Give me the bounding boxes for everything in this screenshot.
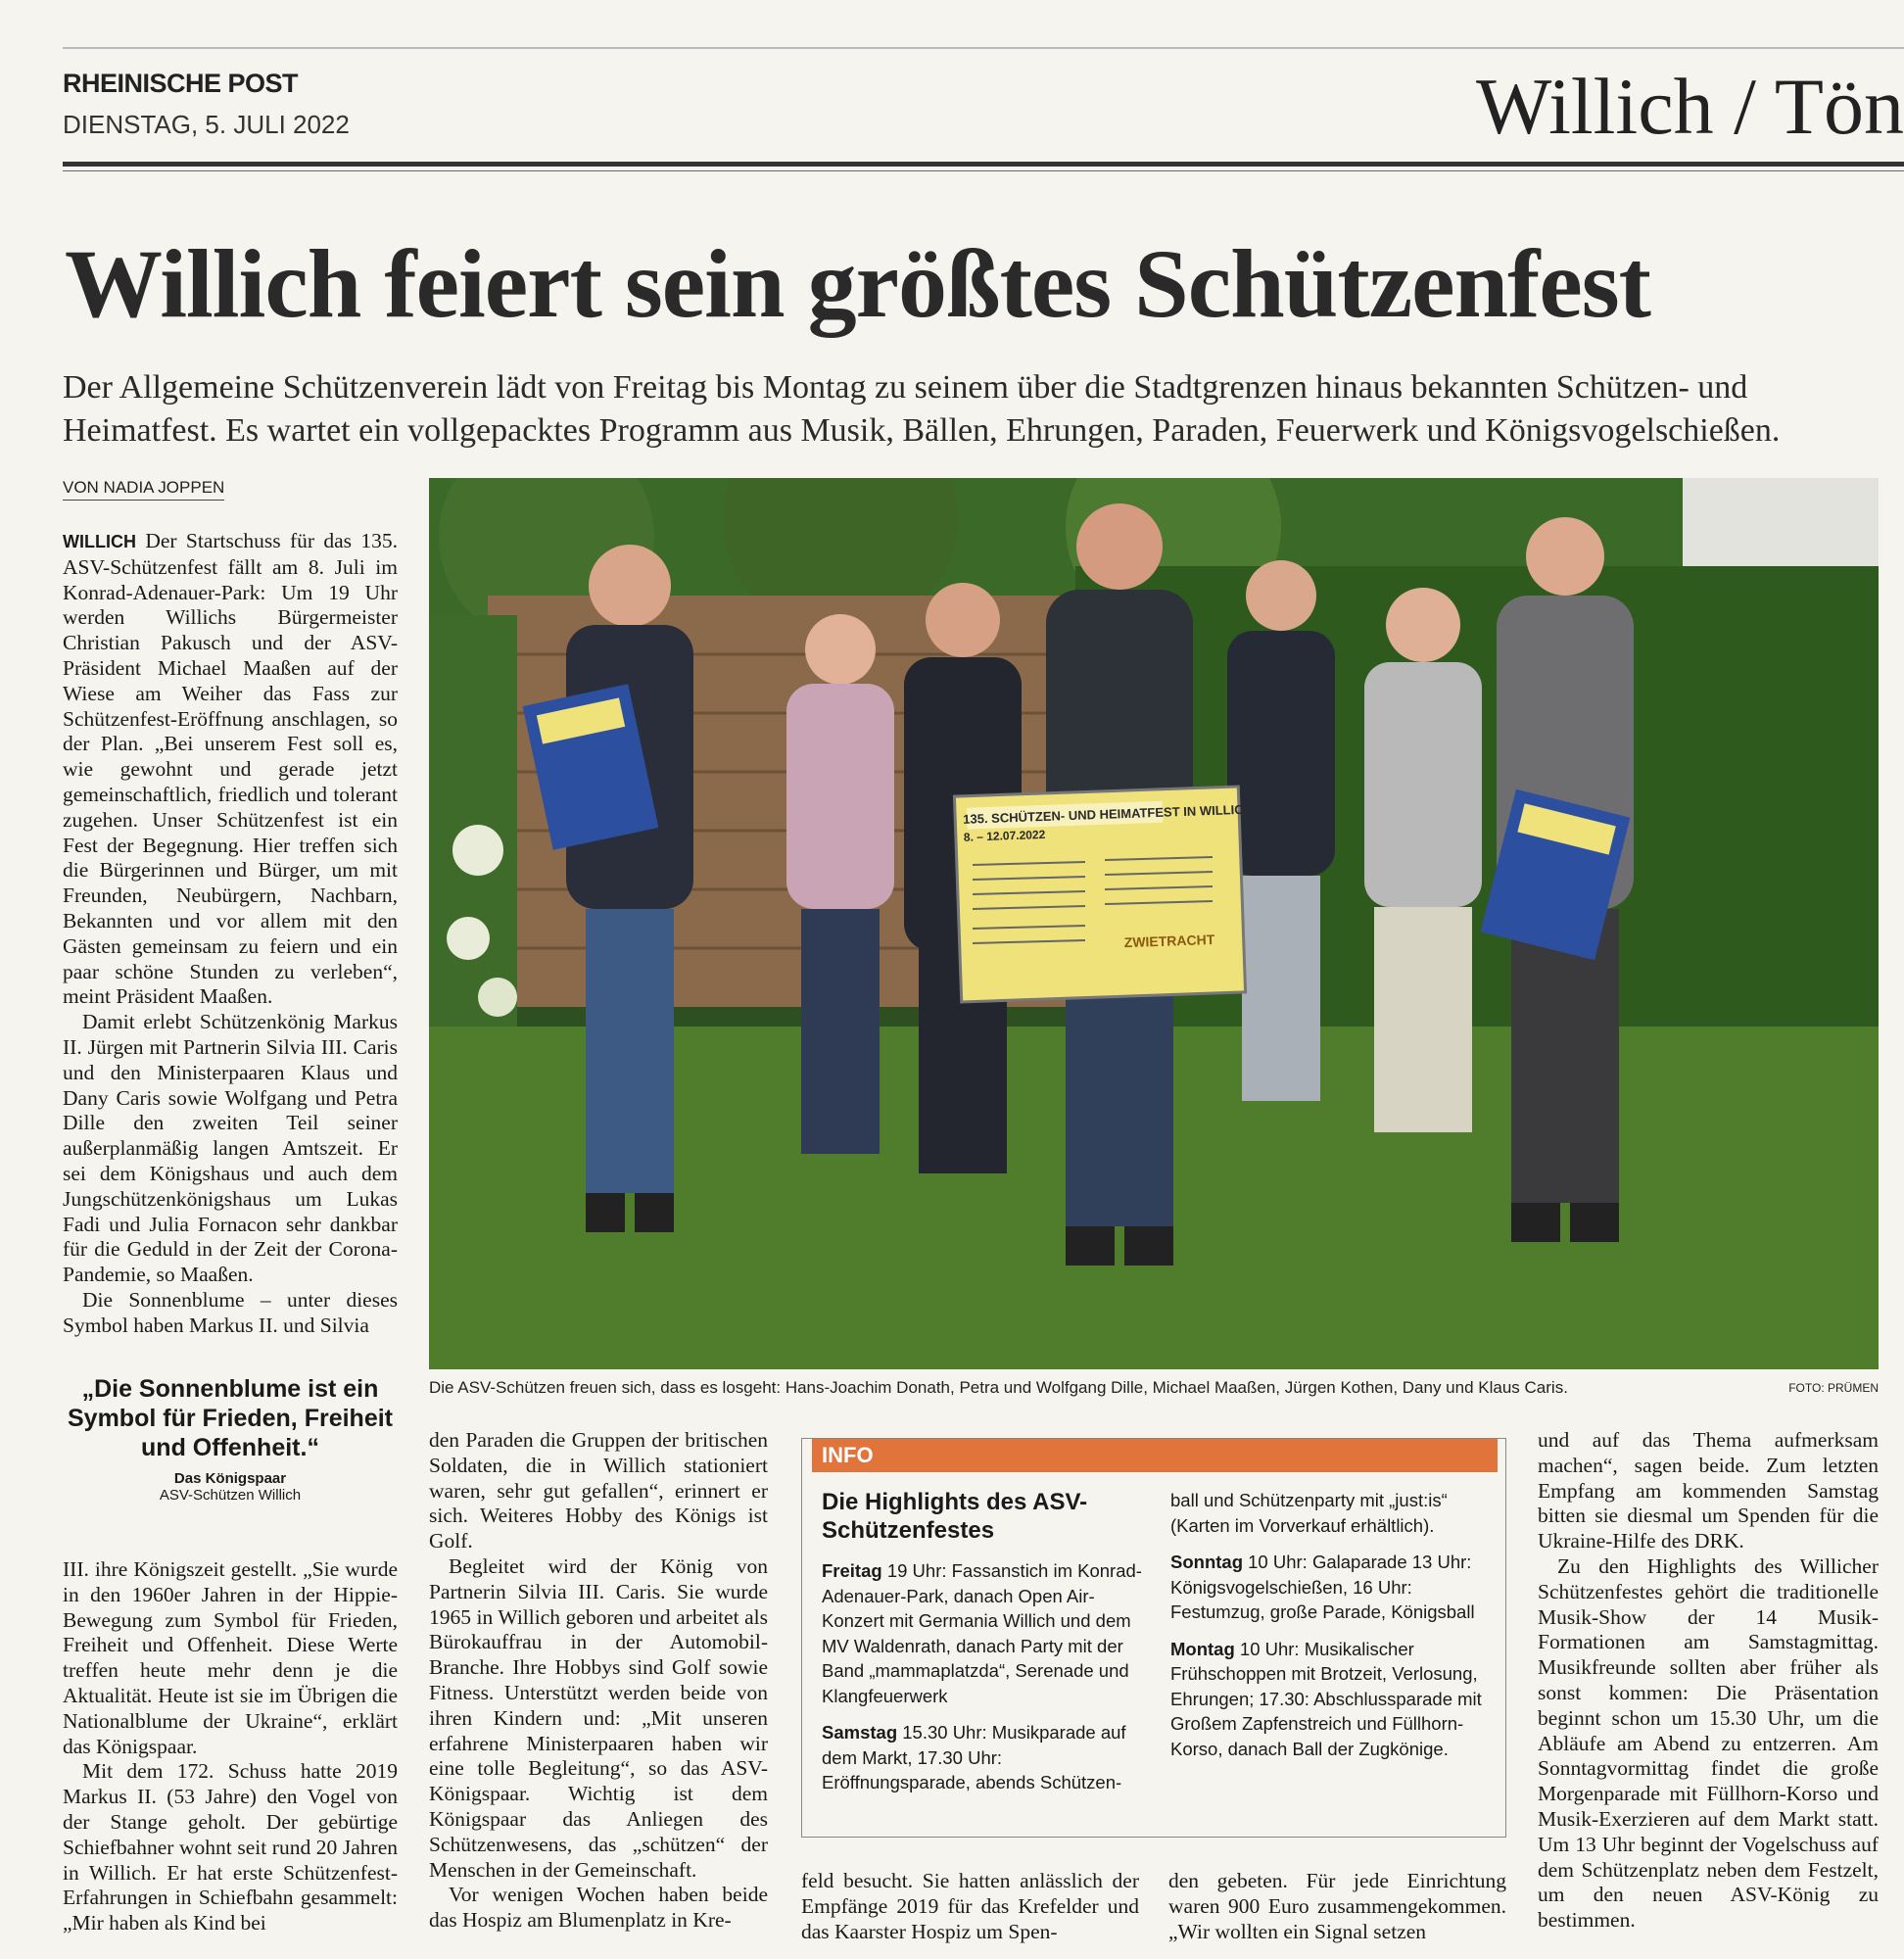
info-item — [1170, 1488, 1494, 1538]
paragraph: den Paraden die Gruppen der britischen Soldaten, die in Willich stationiert waren, sehr gut gefallen“, erinnert er sich. Weiteres Hobby des Königs ist Golf. — [429, 1428, 768, 1553]
paragraph: feld besucht. Sie hatten anlässlich der Empfänge 2019 für das Krefelder und das Kaarster Hospiz um Spen- — [801, 1869, 1139, 1943]
article-column-2 — [429, 1428, 768, 1934]
paragraph: den gebeten. Für jede Einrichtung waren 900 Euro zusammengekommen. „Wir wollten ein Signal setzen — [1168, 1869, 1506, 1943]
pull-quote — [63, 1374, 398, 1504]
paragraph — [63, 529, 398, 1010]
paragraph: Die Sonnenblume – unter dieses Symbol haben Markus II. und Silvia — [63, 1287, 398, 1337]
masthead-rule-thin — [63, 170, 1904, 171]
article-column-1-continued — [63, 1557, 398, 1936]
paragraph: und auf das Thema aufmerksam machen“, sagen beide. Zum letzten Empfang am kommenden Samstag bitten sie diesmal um Spenden für die Ukraine-Hilfe des DRK. — [1538, 1428, 1879, 1553]
info-day: Samstag — [822, 1722, 898, 1743]
poster-dates: 8. – 12.07.2022 — [963, 827, 1046, 844]
poster-band: ZWIETRACHT — [1123, 931, 1215, 951]
info-item — [1170, 1550, 1494, 1625]
info-text: 19 Uhr: Fassanstich im Konrad-Adenauer-Park, danach Open Air-Konzert mit Germania Willich und dem MV Waldenrath, danach Party mit der Band „mammaplatzda“, Serenade und Klangfeuerwerk — [822, 1560, 1142, 1706]
info-day: Montag — [1170, 1638, 1235, 1659]
caption-text: Die ASV-Schützen freuen sich, dass es losgeht: Hans-Joachim Donath, Petra und Wolfgang Dille, Michael Maaßen, Jürgen Kothen, Dany und Klaus Caris. — [429, 1378, 1568, 1397]
info-day: Freitag — [822, 1560, 882, 1581]
info-box — [801, 1438, 1506, 1838]
paragraph: Mit dem 172. Schuss hatte 2019 Markus II. (53 Jahre) den Vogel von der Stange geholt. Der gebürtige Schiefbahner wohnt seit rund 20 Jahren in Willich. Er hat erste Schützenfest-Erfahrungen in Schiefbahn gesammelt: „Mir haben als Kind bei — [63, 1759, 398, 1935]
info-text: 10 Uhr: Musikalischer Frühschoppen mit Brotzeit, Verlosung, Ehrungen; 17.30: Abschlussparade mit Großem Zapfenstreich und Füllhorn-Korso, danach Ball der Zugkönige. — [1170, 1638, 1482, 1759]
article-column-5 — [1538, 1428, 1879, 1934]
top-rule — [63, 47, 1904, 49]
info-title: Die Highlights des ASV-Schützenfestes — [822, 1489, 1088, 1544]
newspaper-name: RHEINISCHE POST — [63, 69, 299, 98]
info-column-2 — [1170, 1488, 1494, 1773]
info-day: Sonntag — [1170, 1552, 1243, 1572]
quote-text: „Die Sonnenblume ist ein Symbol für Frieden, Freiheit und Offenheit.“ — [68, 1375, 393, 1461]
quote-author: Das Königspaar — [173, 1470, 287, 1487]
paragraph-text: Der Startschuss für das 135. ASV-Schützenfest fällt am 8. Juli im Konrad-Adenauer-Park: Um 19 Uhr werden Willichs Bürgermeister Christian Pakusch und der ASV-Präsident Michael Maaßen auf der Wiese am Weiher das Fass zur Schützenfest-Eröffnung anschlagen, so der Plan. „Bei unserem Fest soll es, wie gewohnt und gerade jetzt gemeinschaftlich, friedlich und tolerant zugehen. Unser Schützenfest ist ein Fest der Begegnung. Hier treffen sich die Bürgerinnen und Bürger, um mit Freunden, Neubürgern, Nachbarn, Bekannten und vor allem mit den Gästen gemeinsam zu feiern und ein paar schöne Stunden zu verleben“, meint Präsident Maaßen. — [63, 529, 398, 1009]
article-column-4-bottom — [1168, 1869, 1506, 1944]
section-title: Willich / Tön — [1475, 62, 1904, 151]
paragraph: III. ihre Königszeit gestellt. „Sie wurde in den 1960er Jahren in der Hippie-Bewegung zum Symbol für Frieden, Freiheit und Offenheit. Diese Werte treffen heute mehr denn je die Aktualität. Heute ist sie im Übrigen die Nationalblume der Ukraine“, erklärt das Königspaar. — [63, 1557, 398, 1758]
info-item — [1170, 1637, 1494, 1762]
info-text: ball und Schützenparty mit „just:is“ (Karten im Vorverkauf erhältlich). — [1170, 1490, 1448, 1536]
info-text: 10 Uhr: Galaparade 13 Uhr: Königsvogelschießen, 16 Uhr: Festumzug, große Parade, Königsball — [1170, 1552, 1475, 1622]
photo-caption — [429, 1378, 1879, 1398]
paragraph: Damit erlebt Schützenkönig Markus II. Jürgen mit Partnerin Silvia III. Caris und den Ministerpaaren Klaus und Dany Caris sowie Wolfgang und Petra Dille den zweiten Teil seiner außerplanmäßig langen Amtszeit. Er sei dem Königshaus und auch dem Jungschützenkönigshaus um Lukas Fadi und Julia Fornacon sehr dankbar für die Geduld in der Zeit der Corona-Pandemie, so Maaßen. — [63, 1010, 398, 1287]
info-text: 15.30 Uhr: Musikparade auf dem Markt, 17.30 Uhr: Eröffnungsparade, abends Schützen- — [822, 1722, 1126, 1792]
poster-center — [954, 787, 1253, 1002]
issue-date: DIENSTAG, 5. JULI 2022 — [63, 110, 350, 139]
info-column-1 — [822, 1558, 1143, 1807]
dateline: WILLICH — [63, 532, 136, 551]
quote-role: ASV-Schützen Willich — [159, 1487, 302, 1504]
byline: VON NADIA JOPPEN — [63, 478, 224, 501]
paragraph: Vor wenigen Wochen haben beide das Hospiz am Blumenplatz in Kre- — [429, 1883, 768, 1933]
article-subhead: Der Allgemeine Schützenverein lädt von Freitag bis Montag zu seinem über die Stadtgrenzen hinaus bekannten Schützen- und Heimatfest. Es wartet ein vollgepacktes Programm aus Musik, Bällen, Ehrungen, Paraden, Feuerwerk und Königsvogelschießen. — [63, 369, 1781, 449]
poster-title: 135. SCHÜTZEN- UND HEIMATFEST IN WILLICH — [962, 801, 1254, 827]
paragraph: Begleitet wird der König von Partnerin Silvia III. Caris. Sie wurde 1965 in Willich geboren und arbeitet als Bürokauffrau in der Automobil-Branche. Ihre Hobbys sind Golf sowie Fitness. Unterstützt werden beide von ihren Kindern und: „Mit unseren erfahrene Ministerpaaren haben wir eine tolle Begleitung“, so das ASV-Königspaar. Wichtig ist dem Königspaar das Anliegen des Schützenwesens, das „schützen“ der Menschen in der Gemeinschaft. — [429, 1553, 768, 1882]
info-item — [822, 1720, 1143, 1795]
group-photo-illustration — [429, 478, 1879, 1369]
info-label: INFO — [812, 1439, 1498, 1472]
photo-credit: FOTO: PRÜMEN — [1788, 1381, 1879, 1395]
masthead-rule — [63, 162, 1904, 167]
article-headline: Willich feiert sein größtes Schützenfest — [65, 229, 1650, 338]
article-photo — [429, 478, 1879, 1369]
info-item — [822, 1558, 1143, 1708]
article-column-1 — [63, 529, 398, 1339]
paragraph: Zu den Highlights des Willicher Schützenfestes gehört die traditionelle Musik-Show der 14 Musik-Formationen am Samstagmittag. Musikfreunde sollten aber früher als sonst kommen: Die Präsentation beginnt schon um 15.30 Uhr, um die Abläufe am Abend zu entzerren. Am Sonntagvormittag findet die große Morgenparade mit Füllhorn-Korso und Musik-Exerzieren auf dem Markt statt. Um 13 Uhr beginnt der Vogelschuss auf dem Schützenplatz neben dem Festzelt, um den neuen ASV-König zu bestimmen. — [1538, 1553, 1879, 1933]
article-column-3-bottom — [801, 1869, 1139, 1944]
